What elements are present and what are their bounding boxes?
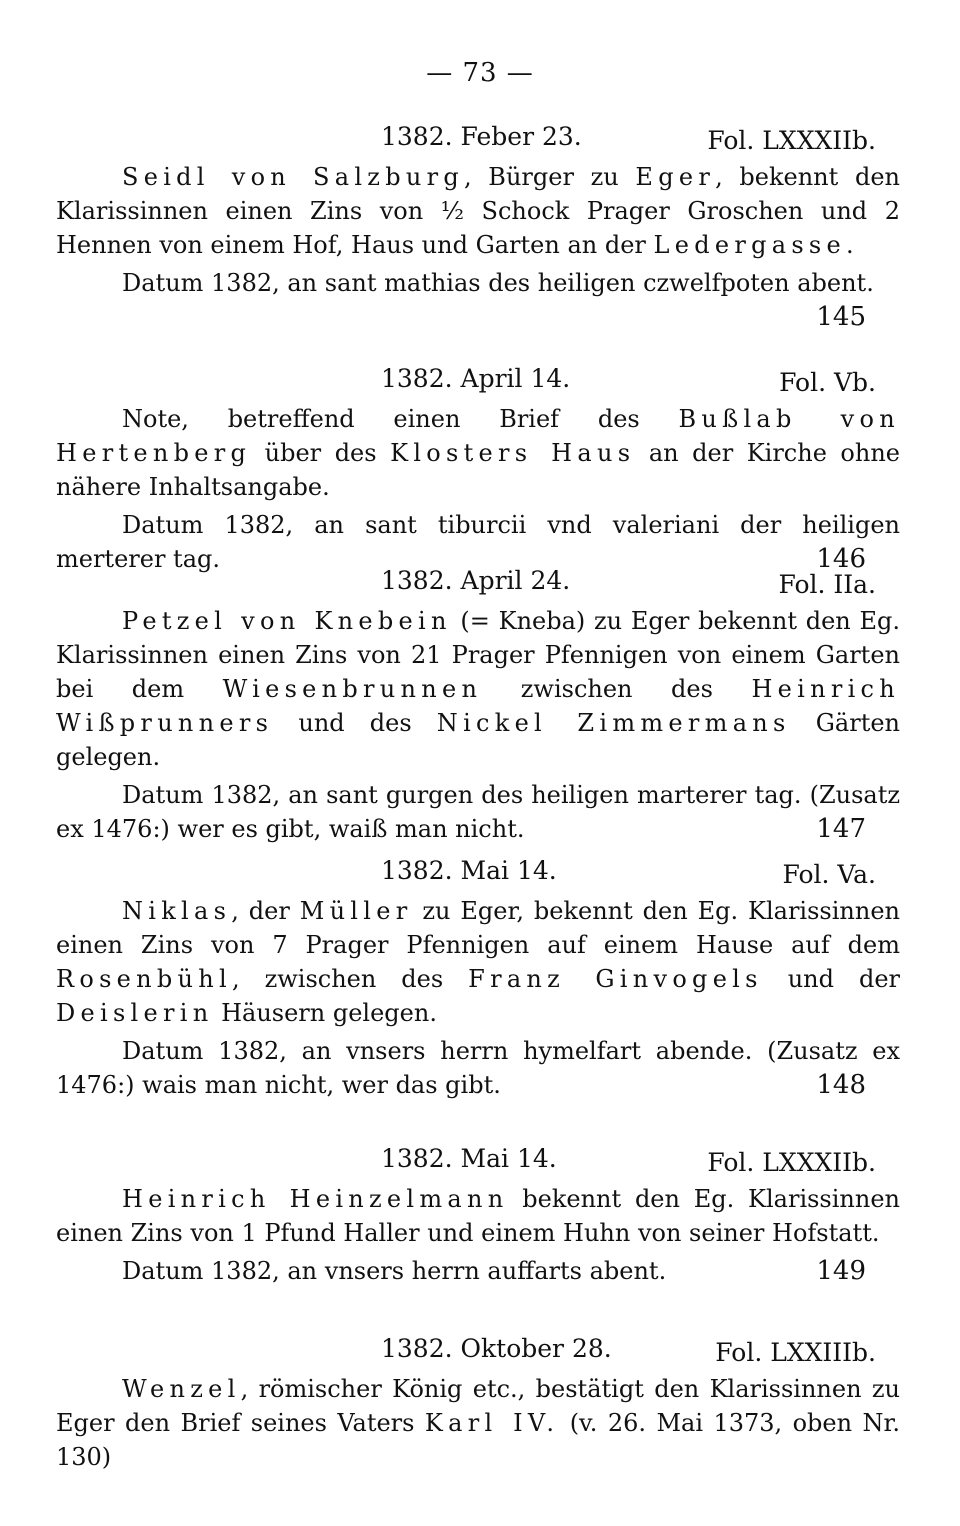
regest-text (56, 160, 900, 262)
person-name: Nickel Zimmermans (436, 709, 791, 737)
entry-body (56, 402, 900, 576)
entry-date: 1382. Oktober 28. (381, 1334, 612, 1363)
entry-header (56, 364, 900, 402)
place-name: Rosenbühl (56, 965, 232, 993)
entry-header (56, 1334, 900, 1372)
entry-147 (56, 566, 900, 846)
entry-number: 148 (816, 1070, 866, 1100)
text-fragment: Gärten gelegen. (56, 709, 901, 771)
folio-reference: Fol. LXXXIIb. (707, 1148, 876, 1177)
entry-number: 147 (816, 814, 866, 844)
folio-reference: Fol. Va. (782, 860, 876, 889)
entry-body (56, 604, 900, 846)
person-name: Karl IV. (424, 1409, 560, 1437)
entry-148 (56, 856, 900, 1102)
place-name: Ledergasse (653, 231, 847, 259)
person-name: Bußlab von Hertenberg (56, 405, 900, 467)
text-fragment: Häusern gelegen. (213, 999, 437, 1027)
text-fragment: und des (273, 709, 437, 737)
datum-line (56, 778, 900, 846)
entry-number: 149 (816, 1256, 866, 1286)
entry-header (56, 566, 900, 604)
datum-text: Datum 1382, an vnsers herrn hymelfart abende. (Zusatz ex 1476:) wais man nicht, wer das gibt. (56, 1037, 900, 1099)
person-name: Heinrich Wißprunners (56, 675, 900, 737)
text-fragment: , römischer König etc., bestätigt den Klarissinnen zu Eger den Brief seines Vaters (56, 1375, 900, 1437)
person-name: Wenzel (122, 1375, 241, 1403)
text-fragment: , Bürger zu (463, 163, 636, 191)
text-fragment: , bekennt den Klarissinnen einen Zins von ½ Schock Prager Groschen und 2 Hennen von einem Hof, Haus und Garten an der (56, 163, 900, 259)
entry-number: 146 (816, 544, 866, 574)
regest-text (56, 894, 900, 1030)
place-name: Wiesenbrunnen (222, 675, 483, 703)
regest-text (56, 1372, 900, 1474)
page-number: — 73 — (426, 58, 534, 88)
entry-149 (56, 1144, 900, 1288)
regest-text (56, 604, 900, 774)
text-fragment: zwischen des (482, 675, 752, 703)
text-fragment: , der (231, 897, 300, 925)
folio-reference: Fol. LXXIIIb. (715, 1338, 876, 1367)
text-fragment: bekennt den Eg. Klarissinnen einen Zins von 1 Pfund Haller und einem Huhn von seiner Hofstatt. (56, 1185, 901, 1247)
entry-150 (56, 1334, 900, 1474)
person-name: Seidl von Salzburg (122, 163, 464, 191)
regest-text (56, 402, 900, 504)
text-fragment: (v. 26. Mai 1373, oben Nr. 130) (56, 1409, 900, 1471)
entry-header (56, 122, 900, 160)
person-name: Petzel von Knebein (122, 607, 452, 635)
datum-text: Datum 1382, an sant gurgen des heiligen marterer tag. (Zusatz ex 1476:) wer es gibt, waiß man nicht. (56, 781, 900, 843)
text-fragment: an der Kirche ohne nähere Inhaltsangabe. (56, 439, 900, 501)
entry-number: 145 (816, 302, 866, 332)
entry-146 (56, 364, 900, 576)
person-name: Franz Ginvogels (468, 965, 763, 993)
text-fragment: (= Kneba) zu Eger bekennt den Eg. Klarissinnen einen Zins von 21 Prager Pfennigen von einem Garten bei dem (56, 607, 900, 703)
entry-date: 1382. Mai 14. (381, 1144, 557, 1173)
datum-line (56, 266, 900, 332)
entry-body (56, 160, 900, 332)
folio-reference: Fol. IIa. (778, 570, 876, 599)
datum-line (56, 1034, 900, 1102)
datum-text: Datum 1382, an sant mathias des heiligen czwelfpoten abent. (122, 269, 874, 297)
text-fragment: und der (762, 965, 900, 993)
entry-date: 1382. April 24. (381, 566, 571, 595)
occupation: Müller (299, 897, 413, 925)
text-fragment: . (846, 231, 854, 259)
folio-reference: Fol. LXXXIIb. (707, 126, 876, 155)
datum-text: Datum 1382, an sant tiburcii vnd valeriani der heiligen merterer tag. (56, 511, 900, 573)
entry-header (56, 856, 900, 894)
place-name: Klosters Haus (390, 439, 636, 467)
entry-header (56, 1144, 900, 1182)
folio-reference: Fol. Vb. (779, 368, 876, 397)
entry-body (56, 1372, 900, 1474)
place-name: Eger (635, 163, 716, 191)
text-fragment: zu Eger, bekennt den Eg. Klarissinnen einen Zins von 7 Prager Pfennigen auf einem Hause auf dem (56, 897, 900, 959)
entry-date: 1382. April 14. (381, 364, 571, 393)
person-name: Deislerin (56, 999, 214, 1027)
person-name: Heinrich Heinzelmann (122, 1185, 509, 1213)
person-name: Niklas (122, 897, 232, 925)
entry-body (56, 894, 900, 1102)
datum-line (56, 1254, 900, 1288)
entry-body (56, 1182, 900, 1288)
text-fragment: über des (251, 439, 391, 467)
entry-date: 1382. Feber 23. (381, 122, 582, 151)
regest-text (56, 1182, 900, 1250)
datum-text: Datum 1382, an vnsers herrn auffarts abent. (122, 1257, 667, 1285)
entry-date: 1382. Mai 14. (381, 856, 557, 885)
text-fragment: , zwischen des (231, 965, 469, 993)
entry-145 (56, 122, 900, 334)
text-fragment: Note, betreffend einen Brief des (122, 405, 679, 433)
